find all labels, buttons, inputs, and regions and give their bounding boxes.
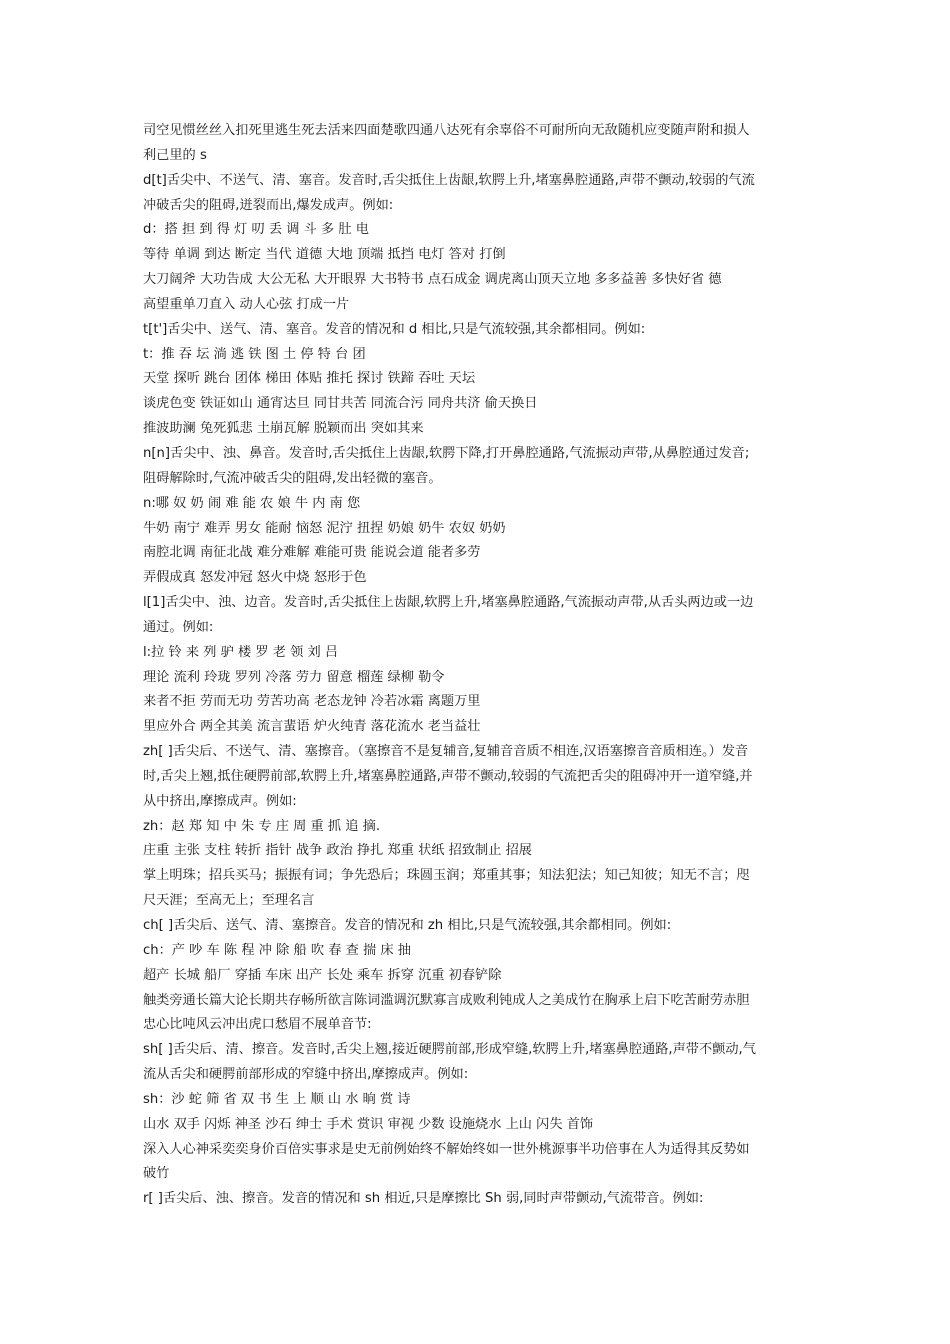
text-line: t[t']舌尖中、送气、清、塞音。发音的情况和 d 相比,只是气流较强,其余都相同。例如: [143,321,646,337]
text-line: 大刀阔斧 大功告成 大公无私 大开眼界 大书特书 点石成金 调虎离山顶天立地 多多益善 多快好省 德 [143,272,722,288]
text-line: t：推 吞 坛 淌 逃 铁 图 土 停 特 台 团 [143,346,366,362]
text-line: 高望重单刀直入 动人心弦 打成一片 [143,296,350,312]
text-line: 通过。例如: [143,619,214,635]
text-line: 谈虎色变 铁证如山 通宵达旦 同甘共苦 同流合污 同舟共济 偷天换日 [143,396,538,412]
text-line: d：搭 担 到 得 灯 叨 丢 调 斗 多 肚 电 [143,222,369,238]
text-line: 弄假成真 怒发冲冠 怒火中烧 怒形于色 [143,570,367,586]
text-line: zh：赵 郑 知 中 朱 专 庄 周 重 抓 追 摘. [143,818,381,834]
text-line: 超产 长城 船厂 穿插 车床 出产 长处 乘车 拆穿 沉重 初春铲除 [143,967,502,983]
text-line: l[1]舌尖中、浊、边音。发音时,舌尖抵住上齿龈,软腭上升,堵塞鼻腔通路,气流振动声带,从舌头两边或一边 [143,595,754,611]
text-line: 深入人心神采奕奕身价百倍实事求是史无前例始终不解始终如一世外桃源事半功倍事在人为适得其反势如 [143,1141,750,1157]
text-line: 庄重 主张 支柱 转折 指针 战争 政治 挣扎 郑重 状纸 招致制止 招展 [143,843,532,859]
text-line: 掌上明珠；招兵买马；振振有词；争先恐后；珠圆玉润；郑重其事；知法犯法；知己知彼；知无不言；咫 [143,868,750,884]
text-line: 天堂 探听 跳台 团体 梯田 体贴 推托 探讨 铁蹄 吞吐 天坛 [143,371,476,387]
text-line: 利己里的 s [143,147,207,163]
text-line: ch[ ]舌尖后、送气、清、塞擦音。发音的情况和 zh 相比,只是气流较强,其余都相同。例如: [143,918,672,933]
text-line: sh[ ]舌尖后、清、擦音。发音时,舌尖上翘,接近硬腭前部,形成窄缝,软腭上升,堵塞鼻腔通路,声带不颤动,气 [143,1042,756,1058]
text-line: l:拉 铃 来 列 驴 楼 罗 老 领 刘 吕 [143,644,339,660]
text-line: r[ ]舌尖后、浊、擦音。发音的情况和 sh 相近,只是摩擦比 Sh 弱,同时声带颤动,气流带音。例如: [143,1191,704,1207]
text-line: 破竹 [143,1166,170,1182]
text-line: ch：产 吵 车 陈 程 冲 除 船 吹 春 查 揣 床 抽 [143,942,411,958]
text-line: zh[ ]舌尖后、不送气、清、塞擦音。（塞擦音不是复辅音,复辅音音质不相连,汉语塞擦音音质相连。）发音 [143,744,749,760]
text-line: 尺天涯；至高无上；至理名言 [143,893,315,909]
text-line: n:哪 奴 奶 闹 难 能 农 娘 牛 内 南 您 [143,495,361,511]
text-line: 理论 流利 玲珑 罗列 冷落 劳力 留意 榴莲 绿柳 勒令 [143,669,445,685]
text-line: 等待 单调 到达 断定 当代 道德 大地 顶端 抵挡 电灯 答对 打倒 [143,247,506,263]
text-line: 冲破舌尖的阻碍,迸裂而出,爆发成声。例如: [143,197,394,213]
text-line: 来者不拒 劳而无功 劳苦功高 老态龙钟 冷若冰霜 离题万里 [143,694,481,710]
text-line: sh：沙 蛇 筛 省 双 书 生 上 顺 山 水 晌 赏 诗 [143,1091,411,1107]
text-line: 时,舌尖上翘,抵住硬腭前部,软腭上升,堵塞鼻腔通路,声带不颤动,较弱的气流把舌尖的阻碍冲开一道窄缝,并 [143,768,753,784]
text-line: 从中挤出,摩擦成声。例如: [143,793,297,809]
text-line: 司空见惯丝丝入扣死里逃生死去活来四面楚歌四通八达死有余辜俗不可耐所向无敌随机应变随声附和损人 [143,123,750,138]
text-line: d[t]舌尖中、不送气、清、塞音。发音时,舌尖抵住上齿龈,软腭上升,堵塞鼻腔通路,声带不颤动,较弱的气流 [143,172,755,188]
text-line: 触类旁通长篇大论长期共存畅所欲言陈词滥调沉默寡言成败利钝成人之美成竹在胸承上启下吃苦耐劳赤胆 [143,992,750,1008]
text-line: 流从舌尖和硬腭前部形成的窄缝中挤出,摩擦成声。例如: [143,1067,469,1083]
text-line: 牛奶 南宁 难弄 男女 能耐 恼怒 泥泞 扭捏 奶娘 奶牛 农奴 奶奶 [143,520,506,536]
text-line: 阻碍解除时,气流冲破舌尖的阻碍,发出轻微的塞音。 [143,470,442,486]
text-line: 里应外合 两全其美 流言蜚语 炉火纯青 落花流水 老当益壮 [143,719,481,735]
text-line: 南腔北调 南征北战 难分难解 难能可贵 能说会道 能者多劳 [143,545,481,561]
text-line: 山水 双手 闪烁 神圣 沙石 绅士 手术 赏识 审视 少数 设施烧水 上山 闪失 首饰 [143,1116,594,1132]
text-line: n[n]舌尖中、浊、鼻音。发音时,舌尖抵住上齿龈,软腭下降,打开鼻腔通路,气流振动声带,从鼻腔通过发音; [143,445,750,461]
document-body [143,119,808,1212]
text-line: 忠心比吨风云冲出虎口愁眉不展单音节: [143,1017,372,1033]
text-line: 推波助澜 兔死狐悲 土崩瓦解 脱颖而出 突如其来 [143,421,424,437]
